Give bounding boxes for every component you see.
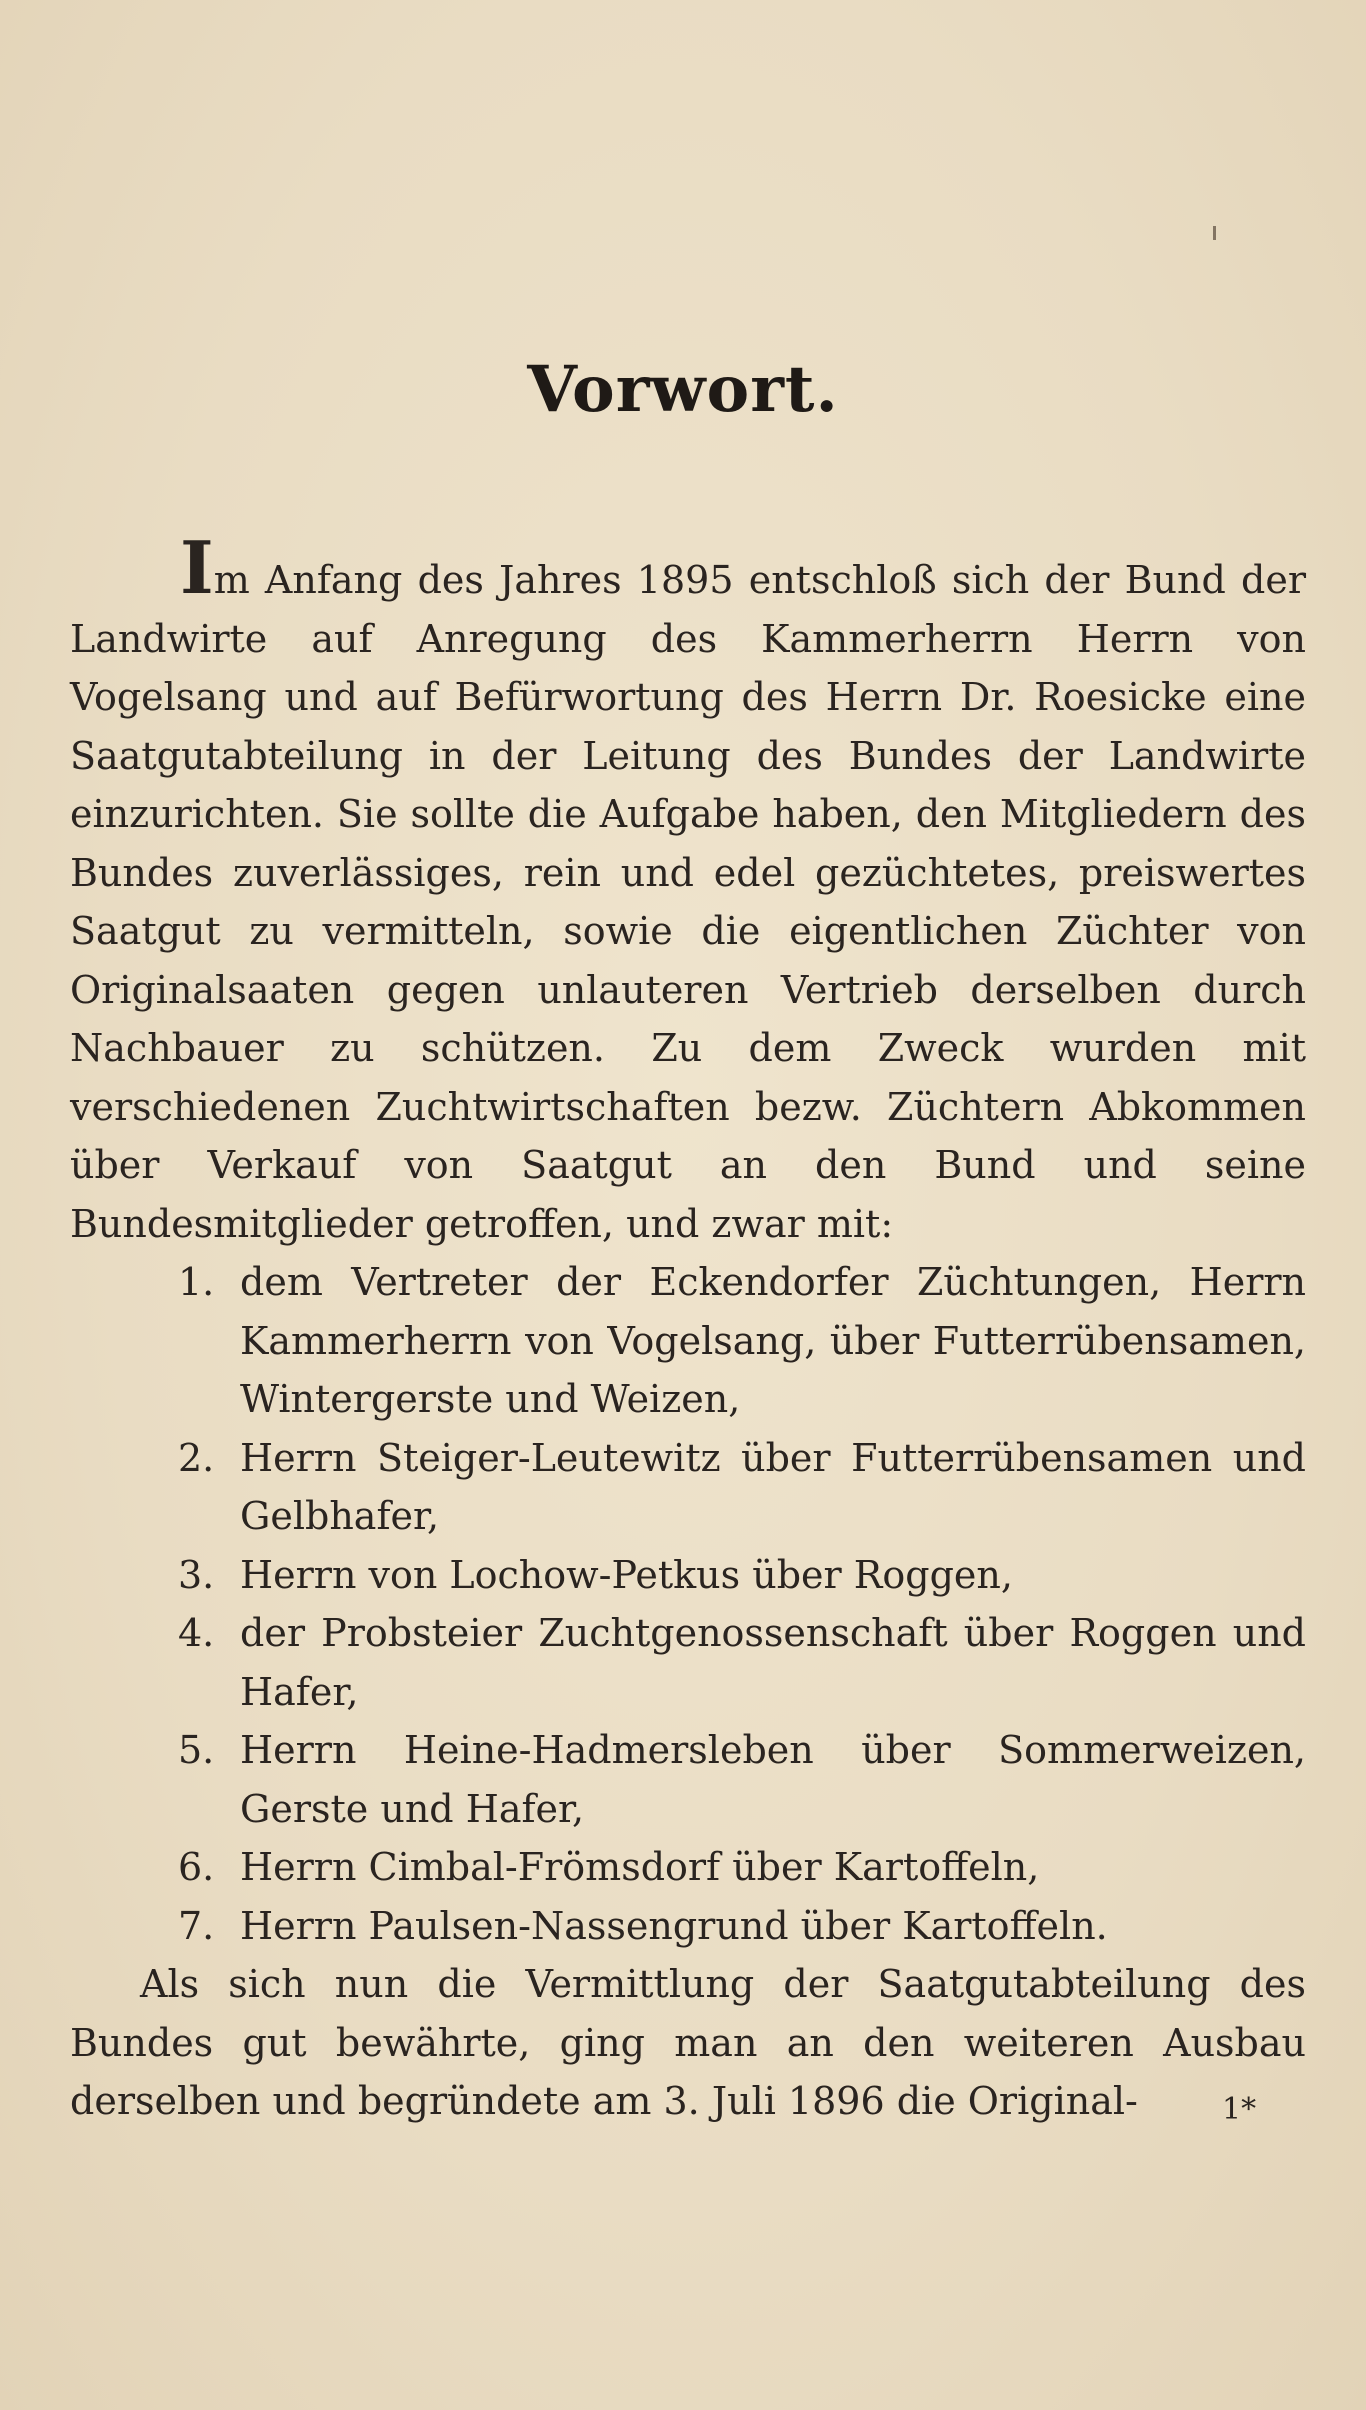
list-item-text: Herrn von Lochow-Petkus über Roggen, xyxy=(240,1552,1013,1597)
list-item-text: Herrn Paulsen-Nassengrund über Kartoffeln. xyxy=(240,1903,1108,1948)
list-item xyxy=(70,1429,1306,1546)
list-item xyxy=(70,1604,1306,1721)
page-speck xyxy=(1213,226,1216,240)
supplier-list xyxy=(70,1253,1306,1955)
list-item-text: Herrn Cimbal-Frömsdorf über Kartoffeln, xyxy=(240,1845,1040,1889)
list-item-text: der Probsteier Zuchtgenossenschaft über Roggen und Hafer, xyxy=(240,1611,1306,1714)
drop-cap: I xyxy=(180,525,214,610)
intro-text: m Anfang des Jahres 1895 entschloß sich der Bund der Landwirte auf Anregung des Kammerherrn Herrn von Vogelsang und auf Befürwortung des Herrn Dr. Roesicke eine Saatgutabteilung in der Leitung des Bundes der Landwirte einzurichten. Sie sollte die Aufgabe haben, den Mitgliedern des Bundes zuverlässiges, rein und edel gezüchtetes, preiswertes Saatgut zu vermitteln, sowie die eigentlichen Züchter von Originalsaaten gegen unlauteren Vertrieb derselben durch Nachbauer zu schützen. Zu dem Zweck wurden mit verschiedenen Zuchtwirtschaften bezw. Züchtern Abkommen über Verkauf von Saatgut an den Bund und seine Bundesmitglieder getroffen, und zwar mit: xyxy=(70,558,1306,1246)
closing-paragraph: Als sich nun die Vermittlung der Saatgutabteilung des Bundes gut bewährte, ging man an den weiteren Ausbau derselben und begründete am 3. Juli 1896 die Original- xyxy=(70,1962,1306,2123)
list-item-number: 1. xyxy=(178,1260,215,1304)
list-item-number: 4. xyxy=(178,1611,215,1655)
list-item xyxy=(70,1546,1306,1605)
list-item-number: 6. xyxy=(178,1845,215,1889)
list-item-text: Herrn Steiger-Leutewitz über Futterrübensamen und Gelbhafer, xyxy=(240,1435,1306,1538)
body-text xyxy=(70,525,1306,2131)
list-item xyxy=(70,1838,1306,1897)
list-item-number: 2. xyxy=(178,1435,215,1480)
list-item-number: 3. xyxy=(178,1552,215,1597)
signature-mark: 1* xyxy=(1222,2092,1257,2127)
page-title: Vorwort. xyxy=(527,352,839,427)
list-item-number: 5. xyxy=(178,1728,215,1772)
list-item-number: 7. xyxy=(178,1903,215,1948)
list-item-text: dem Vertreter der Eckendorfer Züchtungen, Herrn Kammerherrn von Vogelsang, über Futterrübensamen, Wintergerste und Weizen, xyxy=(240,1260,1306,1421)
list-item xyxy=(70,1721,1306,1838)
list-item-text: Herrn Heine-Hadmersleben über Sommerweizen, Gerste und Hafer, xyxy=(240,1728,1306,1831)
list-item xyxy=(70,1897,1306,1956)
intro-paragraph xyxy=(70,525,1306,1253)
list-item xyxy=(70,1253,1306,1429)
